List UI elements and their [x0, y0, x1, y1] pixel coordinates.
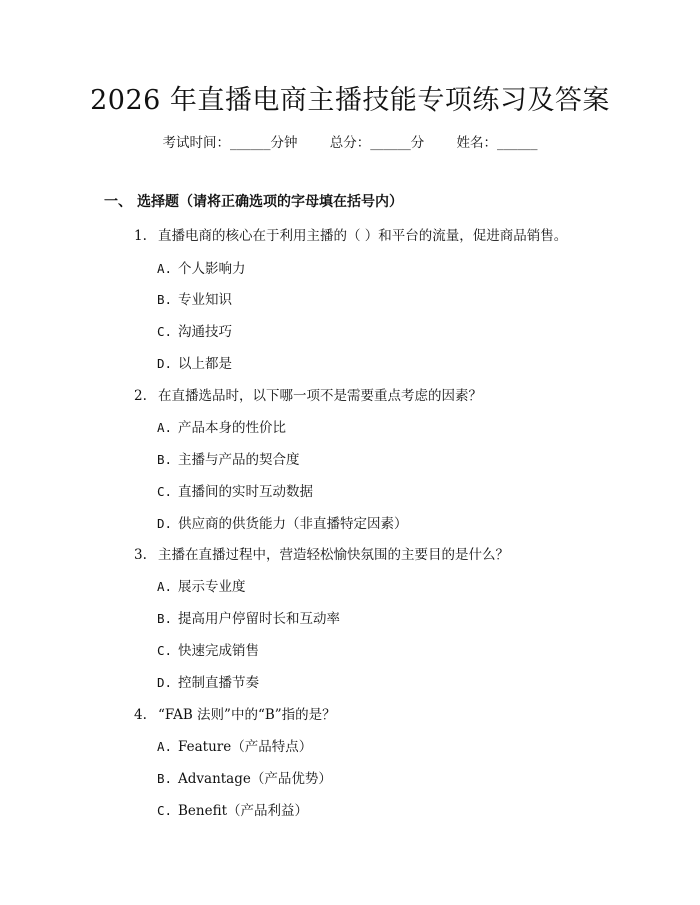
option-label: B. [157, 452, 173, 467]
question-3 [134, 543, 509, 563]
question-number: 3. [134, 547, 147, 563]
option-text: Advantage（产品优势） [178, 771, 332, 787]
question-1 [134, 224, 567, 244]
option-label: A. [157, 420, 173, 435]
option-label: B. [157, 771, 173, 786]
total-score-field: 总分：______分 [329, 135, 425, 151]
option-label: A. [157, 261, 173, 276]
section-number: 一、 [104, 194, 132, 210]
question-number: 1. [134, 228, 147, 244]
option-1b [157, 288, 232, 308]
option-2c [157, 480, 313, 500]
option-3a [157, 575, 246, 595]
option-label: D. [157, 675, 173, 690]
option-label: A. [157, 739, 173, 754]
question-text: 主播在直播过程中，营造轻松愉快氛围的主要目的是什么？ [158, 547, 509, 563]
option-label: C. [157, 324, 173, 339]
section-title: 选择题（请将正确选项的字母填在括号内） [137, 194, 403, 210]
exam-info-line [0, 131, 700, 151]
option-text: 快速完成销售 [178, 643, 259, 659]
option-text: 展示专业度 [178, 579, 246, 595]
question-4 [134, 703, 336, 723]
option-label: C. [157, 643, 173, 658]
option-text: 供应商的供货能力（非直播特定因素） [178, 516, 408, 532]
question-text: 直播电商的核心在于利用主播的（ ）和平台的流量，促进商品销售。 [158, 228, 568, 244]
option-3b [157, 607, 340, 627]
option-4b [157, 767, 332, 787]
option-text: 以上都是 [178, 356, 232, 372]
option-text: Feature（产品特点） [178, 739, 313, 755]
question-text: 在直播选品时，以下哪一项不是需要重点考虑的因素？ [158, 388, 482, 404]
option-text: 控制直播节奏 [178, 675, 259, 691]
option-label: B. [157, 292, 173, 307]
option-text: 产品本身的性价比 [178, 420, 286, 436]
option-label: D. [157, 516, 173, 531]
option-text: 个人影响力 [178, 261, 246, 277]
page-title: 2026 年直播电商主播技能专项练习及答案 [90, 85, 610, 116]
option-label: D. [157, 356, 173, 371]
option-3d [157, 671, 259, 691]
option-2d [157, 512, 408, 532]
option-4c [157, 799, 308, 819]
option-2b [157, 448, 300, 468]
option-label: B. [157, 611, 173, 626]
option-2a [157, 416, 286, 436]
option-text: Benefit（产品利益） [178, 803, 309, 819]
option-label: C. [157, 484, 173, 499]
student-name-field: 姓名：______ [456, 135, 538, 151]
option-text: 直播间的实时互动数据 [178, 484, 313, 500]
section-heading [104, 191, 403, 211]
option-text: 专业知识 [178, 292, 232, 308]
exam-time-field: 考试时间：______分钟 [162, 135, 298, 151]
option-text: 提高用户停留时长和互动率 [178, 611, 340, 627]
question-text: “FAB 法则”中的“B”指的是？ [158, 707, 336, 723]
question-number: 2. [134, 388, 147, 404]
option-4a [157, 735, 312, 755]
option-1c [157, 320, 232, 340]
question-2 [134, 384, 482, 404]
option-label: C. [157, 803, 173, 818]
option-1a [157, 257, 246, 277]
option-3c [157, 639, 259, 659]
option-text: 主播与产品的契合度 [178, 452, 300, 468]
option-text: 沟通技巧 [178, 324, 232, 340]
option-label: A. [157, 579, 173, 594]
question-number: 4. [134, 707, 147, 723]
option-1d [157, 352, 232, 372]
